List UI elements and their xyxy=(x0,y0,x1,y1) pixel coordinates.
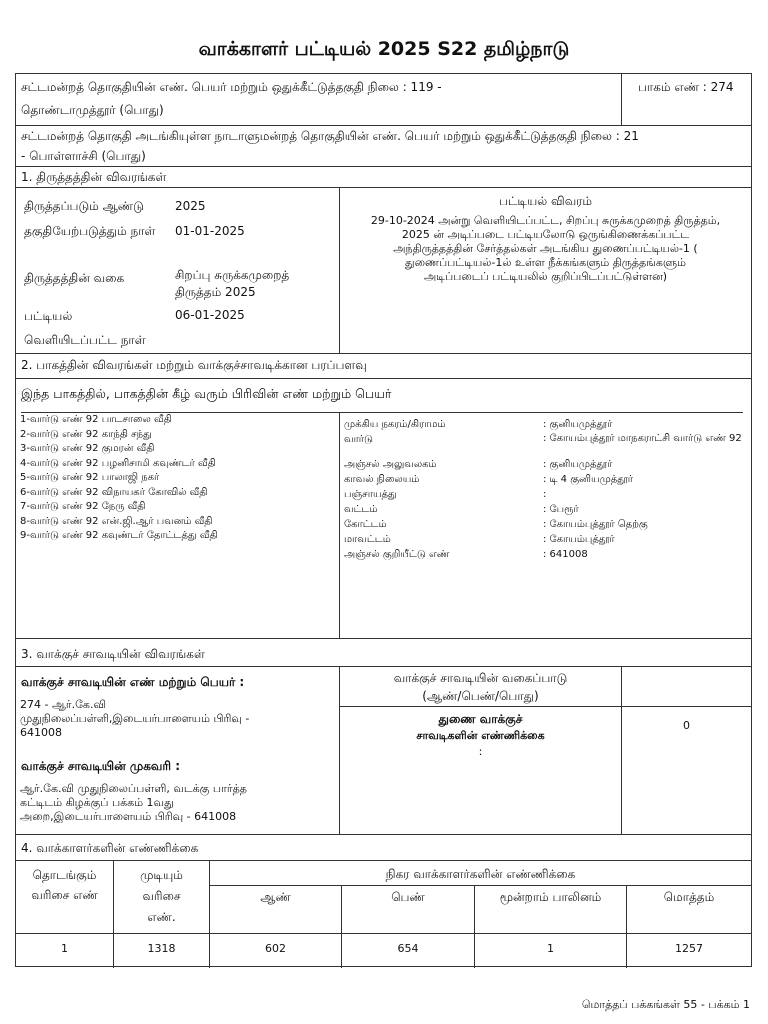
section-2-heading: 2. பாகத்தின் விவரங்கள் மற்றும் வாக்குச்சாவடிக்கான பரப்பளவு xyxy=(21,358,367,372)
detail-ward-value: : கோயம்புத்தூர் மாநகராட்சி வார்டு எண் 92 xyxy=(543,433,742,444)
col-total: மொத்தம் xyxy=(663,890,715,904)
revision-type-value: சிறப்பு சுருக்கமுறைத் திருத்தம் 2025 xyxy=(175,268,290,299)
detail-police-label: காவல் நிலையம் xyxy=(344,474,420,485)
part-number: பாகம் எண் : 274 xyxy=(638,80,734,94)
detail-division-value: : கோயம்புத்தூர் தெற்கு xyxy=(543,519,648,530)
detail-post-office-label: அஞ்சல் அலுவலகம் xyxy=(344,459,437,470)
revision-year-label: திருத்தப்படும் ஆண்டு xyxy=(24,199,144,213)
list-item: 8-வார்டு எண் 92 என்.ஜி.ஆர் பவனம் வீதி xyxy=(20,515,213,527)
value-start-serial: 1 xyxy=(61,942,68,955)
auxiliary-count-value: 0 xyxy=(683,719,690,732)
detail-pin-label: அஞ்சல் குறியீட்டு எண் xyxy=(344,549,450,560)
roll-details-text: 29-10-2024 அன்று வெளியிடப்பட்ட, சிறப்பு சுருக்கமுறைத் திருத்தம், 2025 ன் அடிப்படை பட்டியலோடு ஒருங்கிணைக்கப்பட்ட அந்திருத்தத்தின் சேர்த்தல்கள் அடங்கிய துணைப்பட்டியல்-1 ( துணைப்பட்டியல்-1ல் உள்ள நீக்கங்களும் திருத்தங்களும் அடிப்படைப் பட்டியலில் குறிப்பிடப்பட்டுள்ளன) xyxy=(370,214,721,283)
polling-station-name: 274 - ஆர்.கே.வி முதுநிலைப்பள்ளி,இடையர்பாளையம் பிரிவு - 641008 xyxy=(20,698,250,739)
value-total: 1257 xyxy=(675,942,703,955)
col-male: ஆண் xyxy=(260,890,291,904)
qualifying-date-value: 01-01-2025 xyxy=(175,224,245,238)
list-item: 2-வார்டு எண் 92 காந்தி சந்து xyxy=(20,428,152,440)
value-male: 602 xyxy=(265,942,286,955)
detail-division-label: கோட்டம் xyxy=(344,519,387,530)
list-item: 1-வார்டு எண் 92 பாடசாலை வீதி xyxy=(20,414,172,425)
parliament-line-2: - பொள்ளாச்சி (பொது) xyxy=(21,149,146,163)
detail-district-label: மாவட்டம் xyxy=(344,534,391,545)
detail-taluk-value: : பேரூர் xyxy=(543,504,579,515)
detail-police-value: : டி 4 குனியமுத்தூர் xyxy=(543,474,633,485)
polling-address: ஆர்.கே.வி முதுநிலைப்பள்ளி, வடக்கு பார்த்த கட்டிடம் கிழக்குப் பக்கம் 1வது அறை,இடையர்பாளையம் பிரிவு - 641008 xyxy=(20,782,247,823)
start-serial-label: தொடங்கும் வரிசை எண் xyxy=(31,868,98,902)
value-end-serial: 1318 xyxy=(147,942,176,955)
detail-panchayat-value: : xyxy=(543,489,547,500)
qualifying-date-label: தகுதியேற்படுத்தும் நாள் xyxy=(24,224,156,238)
auxiliary-count-label: துணை வாக்குச் சாவடிகளின் எண்ணிக்கை : xyxy=(416,712,545,758)
end-serial-label: முடியும் வரிசை எண். xyxy=(140,868,183,924)
detail-panchayat-label: பஞ்சாயத்து xyxy=(344,489,397,500)
revision-type-label: திருத்தத்தின் வகை xyxy=(24,271,125,285)
col-female: பெண் xyxy=(391,890,425,904)
section-3-heading: 3. வாக்குச் சாவடியின் விவரங்கள் xyxy=(21,647,205,661)
value-third-gender: 1 xyxy=(547,942,554,955)
list-item: 6-வார்டு எண் 92 விநாயகர் கோவில் வீதி xyxy=(20,486,208,498)
value-female: 654 xyxy=(397,942,419,955)
list-item: 4-வார்டு எண் 92 பழனிசாமி கவுண்டர் வீதி xyxy=(20,457,216,469)
parliament-line-1: சட்டமன்றத் தொகுதி அடங்கியுள்ள நாடாளுமன்றத் தொகுதியின் எண். பெயர் மற்றும் ஒதுக்கீட்டுத்தகுதி நிலை : 21 xyxy=(21,129,639,143)
section-2-subheading: இந்த பாகத்தில், பாகத்தின் கீழ் வரும் பிரிவின் எண் மற்றும் பெயர் xyxy=(21,386,392,401)
page-footer: மொத்தப் பக்கங்கள் 55 - பக்கம் 1 xyxy=(581,998,750,1011)
detail-main-town-label: முக்கிய நகரம்/கிராமம் xyxy=(344,419,446,430)
list-item: 5-வார்டு எண் 92 பாலாஜி நகர் xyxy=(20,472,160,483)
assembly-label: சட்டமன்றத் தொகுதியின் எண். பெயர் மற்றும் ஒதுக்கீட்டுத்தகுதி நிலை : 119 - xyxy=(21,80,442,94)
detail-taluk-label: வட்டம் xyxy=(344,504,378,515)
col-third-gender: மூன்றாம் பாலினம் xyxy=(499,890,602,904)
form-frame xyxy=(15,73,752,967)
page-title: வாக்காளர் பட்டியல் 2025 S22 தமிழ்நாடு xyxy=(198,38,570,60)
revision-year-value: 2025 xyxy=(175,199,206,213)
detail-post-office-value: : குனியமுத்தூர் xyxy=(543,459,613,470)
detail-ward-label: வார்டு xyxy=(344,434,373,445)
publication-date-label: பட்டியல் வெளியிடப்பட்ட நாள் xyxy=(24,309,146,347)
section-list xyxy=(20,413,218,544)
net-electors-label: நிகர வாக்காளர்களின் எண்ணிக்கை xyxy=(385,867,576,881)
roll-details-heading: பட்டியல் விவரம் xyxy=(498,194,593,208)
detail-district-value: : கோயம்புத்தூர் xyxy=(543,534,615,545)
assembly-name: தொண்டாமுத்தூர் (பொது) xyxy=(21,103,164,117)
polling-station-label: வாக்குச் சாவடியின் எண் மற்றும் பெயர் : xyxy=(21,675,245,689)
list-item: 9-வார்டு எண் 92 கவுண்டர் தோட்டத்து வீதி xyxy=(20,530,218,541)
polling-address-label: வாக்குச் சாவடியின் முகவரி : xyxy=(21,759,181,773)
section-4-heading: 4. வாக்காளர்களின் எண்ணிக்கை xyxy=(21,841,199,855)
polling-type-label: வாக்குச் சாவடியின் வகைப்பாடு (ஆண்/பெண்/பொது) xyxy=(393,671,568,703)
list-item: 3-வார்டு எண் 92 குமரன் வீதி xyxy=(20,443,155,454)
detail-pin-value: : 641008 xyxy=(543,549,588,560)
detail-main-town-value: : குனியமுத்தூர் xyxy=(543,419,613,430)
section-1-heading: 1. திருத்தத்தின் விவரங்கள் xyxy=(21,170,167,184)
publication-date-value: 06-01-2025 xyxy=(175,308,245,322)
list-item: 7-வார்டு எண் 92 நேரு வீதி xyxy=(20,501,146,512)
